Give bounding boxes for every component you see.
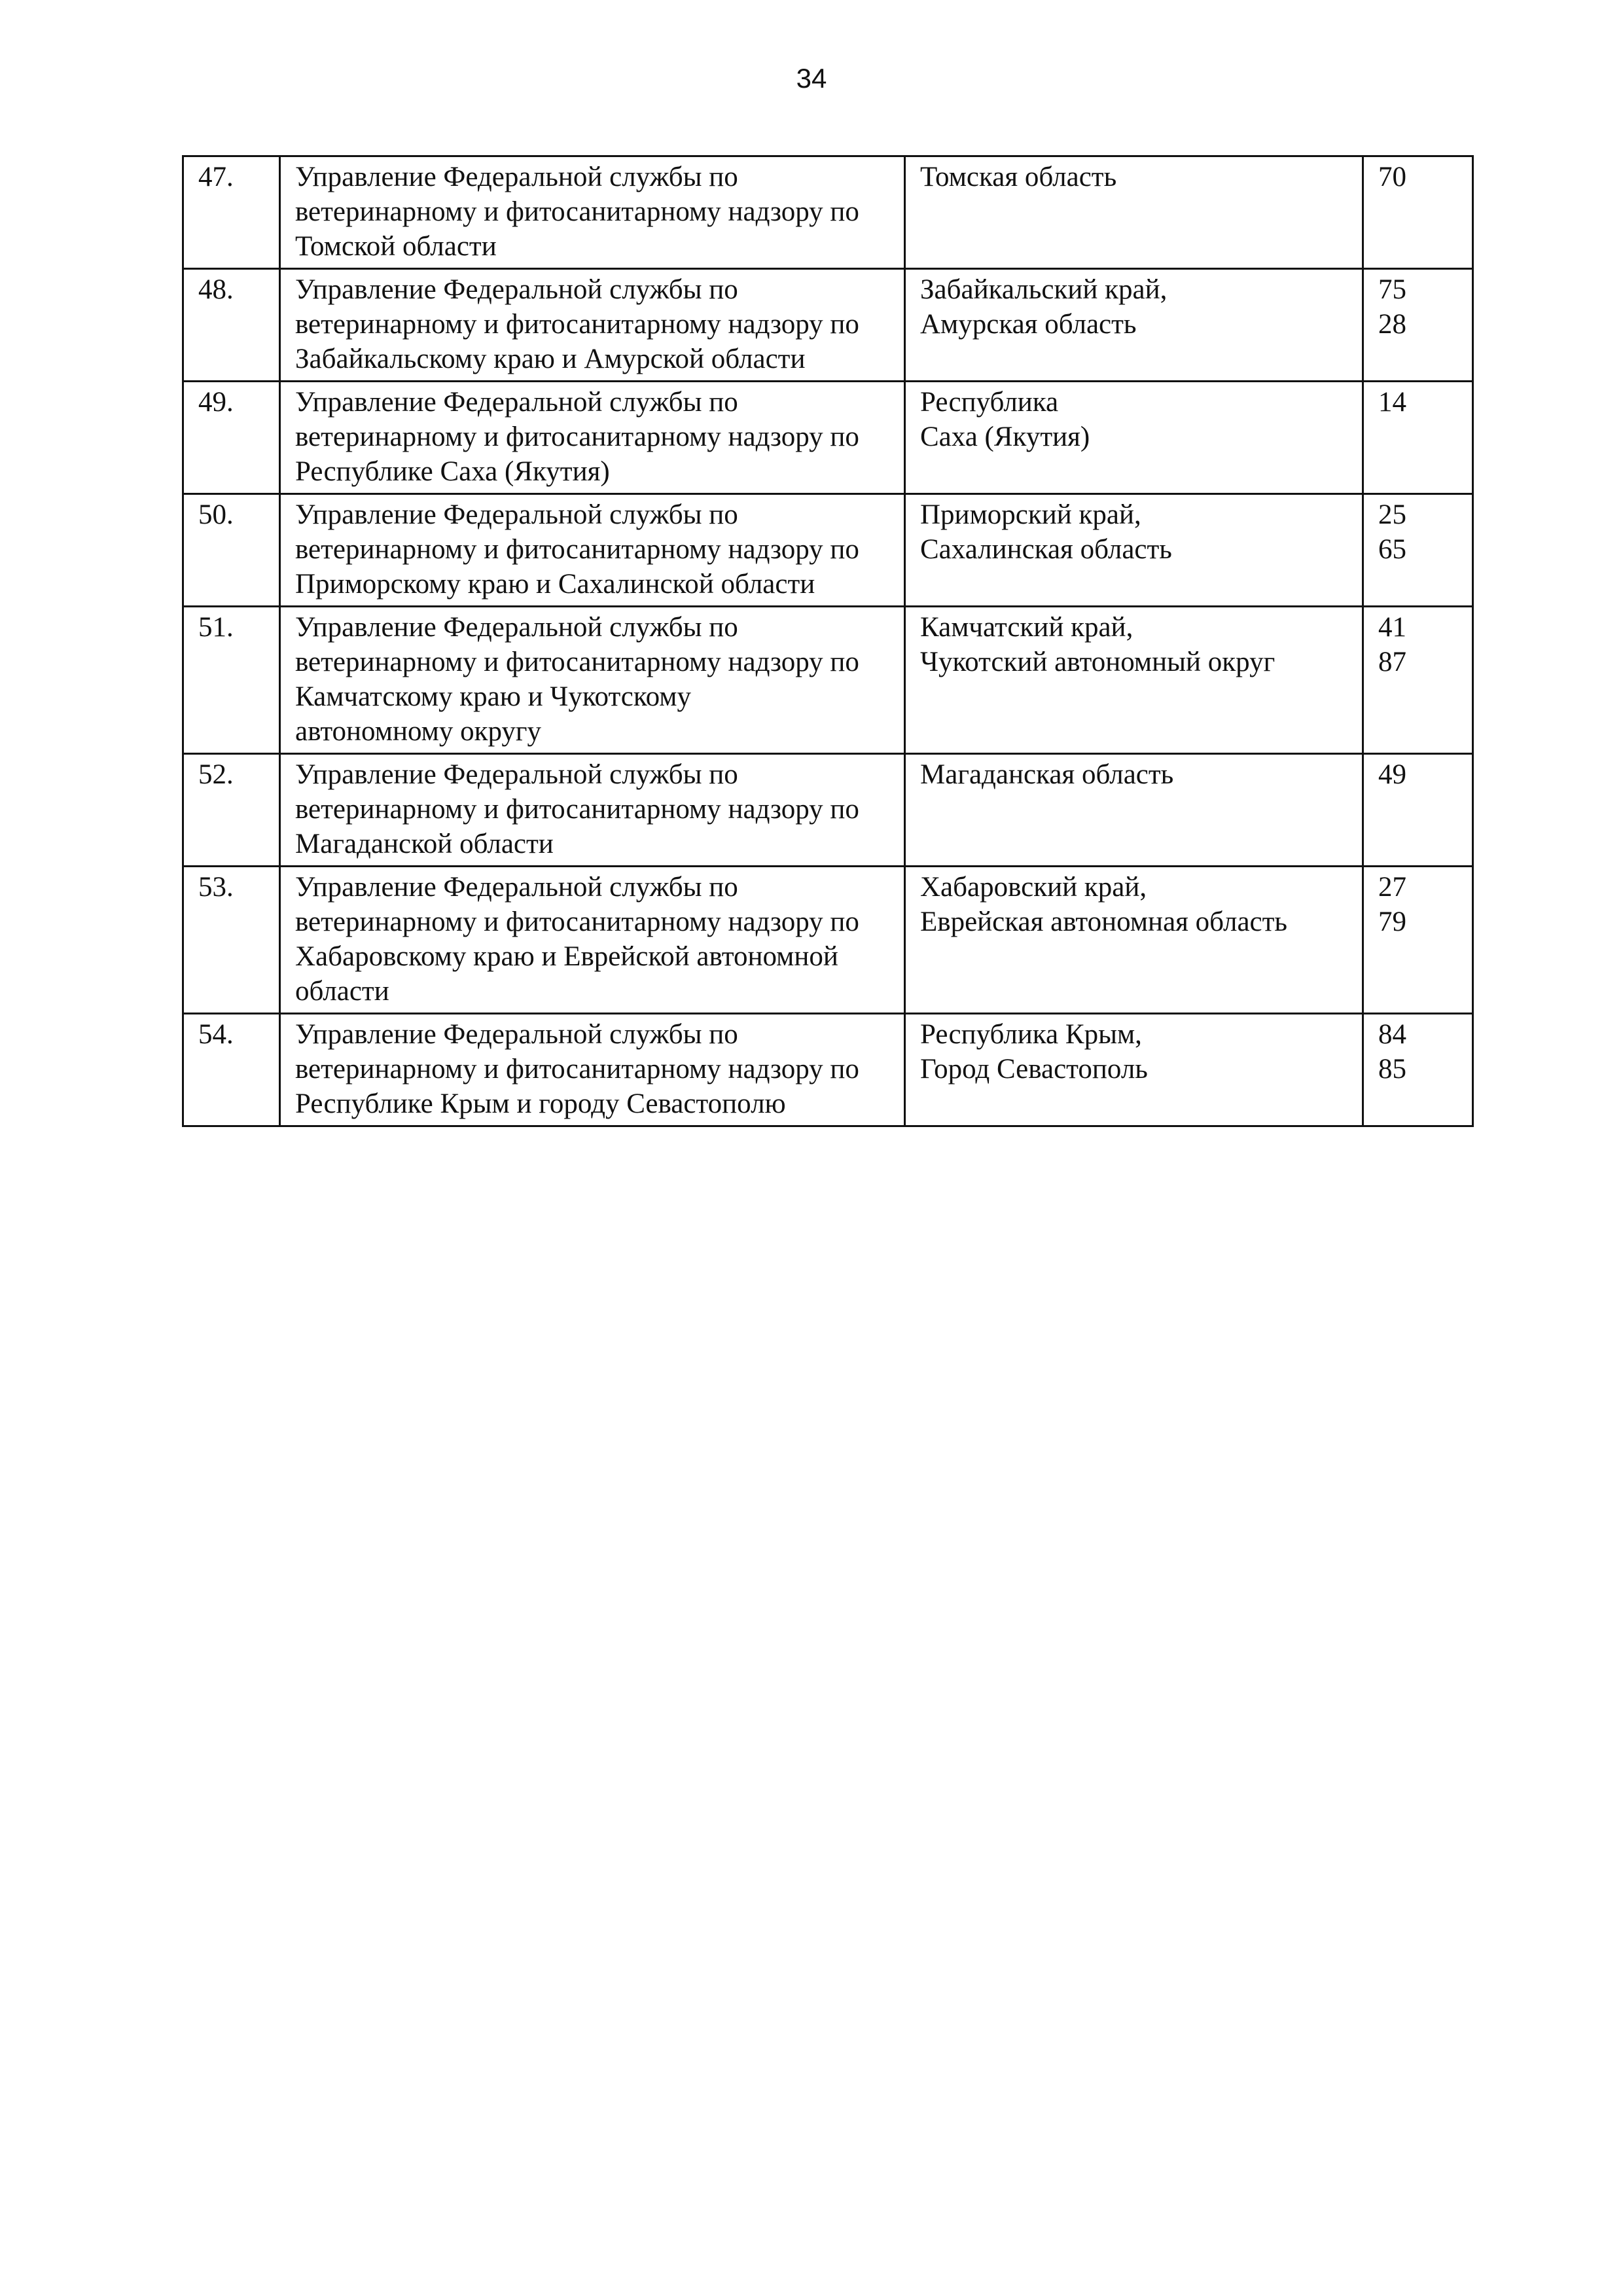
region-name-line: Саха (Якутия) [920,422,1090,452]
region-code-line: 84 [1378,1019,1406,1050]
region-code [1363,382,1473,494]
authority-name-line: Томской области [295,231,497,262]
region-code [1363,1014,1473,1126]
authority-name-line: области [295,976,389,1007]
authority-name-line: Управление Федеральной службы по [295,499,738,530]
row-number: 48. [183,269,280,382]
region-name [905,867,1363,1014]
authority-name-line: ветеринарному и фитосанитарному надзору по [295,309,859,340]
authority-name-line: Республике Крым и городу Севастополю [295,1088,786,1119]
region-code-line: 75 [1378,274,1406,305]
authority-name [280,494,905,607]
region-name-line: Республика Крым, [920,1019,1142,1050]
table-row [183,269,1473,382]
region-code-line: 28 [1378,309,1406,340]
region-code [1363,607,1473,754]
region-name-line: Приморский край, [920,499,1141,530]
authority-name-line: Управление Федеральной службы по [295,759,738,790]
region-name [905,382,1363,494]
row-number: 50. [183,494,280,607]
authority-name-line: Республике Саха (Якутия) [295,456,610,487]
region-code [1363,269,1473,382]
region-name [905,269,1363,382]
row-number: 54. [183,1014,280,1126]
region-name-line: Еврейская автономная область [920,906,1288,937]
region-code-line: 27 [1378,872,1406,903]
region-code [1363,494,1473,607]
authority-name-line: ветеринарному и фитосанитарному надзору по [295,196,859,227]
region-code-line: 14 [1378,387,1406,418]
region-code-line: 85 [1378,1054,1406,1085]
row-number: 52. [183,754,280,867]
region-name-line: Чукотский автономный округ [920,647,1275,677]
region-code-line: 41 [1378,612,1406,643]
region-name [905,754,1363,867]
authority-name-line: ветеринарному и фитосанитарному надзору по [295,647,859,677]
authority-name [280,754,905,867]
region-name-line: Город Севастополь [920,1054,1148,1085]
region-code-line: 70 [1378,162,1406,192]
region-name-line: Сахалинская область [920,534,1172,565]
authority-name [280,156,905,269]
authority-name [280,867,905,1014]
authority-name-line: Управление Федеральной службы по [295,162,738,192]
authority-name-line: Управление Федеральной службы по [295,274,738,305]
table-row [183,1014,1473,1126]
authority-name-line: Хабаровскому краю и Еврейской автономной [295,941,838,972]
region-name-line: Забайкальский край, [920,274,1168,305]
region-name-line: Томская область [920,162,1117,192]
authority-name-line: Магаданской области [295,829,554,859]
region-name [905,156,1363,269]
territorial-bodies-table [182,155,1474,1127]
authority-name [280,382,905,494]
region-code-line: 87 [1378,647,1406,677]
table-row [183,867,1473,1014]
authority-name-line: автономному округу [295,716,542,747]
authority-name [280,1014,905,1126]
authority-name-line: ветеринарному и фитосанитарному надзору по [295,906,859,937]
region-name [905,607,1363,754]
authority-name-line: Камчатскому краю и Чукотскому [295,681,691,712]
authority-name-line: Управление Федеральной службы по [295,872,738,903]
row-number: 53. [183,867,280,1014]
region-name-line: Магаданская область [920,759,1174,790]
table-row [183,754,1473,867]
authority-name-line: ветеринарному и фитосанитарному надзору по [295,422,859,452]
authority-name-line: Управление Федеральной службы по [295,612,738,643]
authority-name-line: ветеринарному и фитосанитарному надзору по [295,534,859,565]
region-code [1363,754,1473,867]
region-name-line: Республика [920,387,1059,418]
authority-name-line: Управление Федеральной службы по [295,387,738,418]
authority-name [280,269,905,382]
region-code-line: 49 [1378,759,1406,790]
table-row [183,607,1473,754]
region-name-line: Камчатский край, [920,612,1133,643]
row-number: 47. [183,156,280,269]
region-code [1363,867,1473,1014]
row-number: 51. [183,607,280,754]
region-code-line: 25 [1378,499,1406,530]
region-code-line: 65 [1378,534,1406,565]
authority-name-line: Управление Федеральной службы по [295,1019,738,1050]
authority-name [280,607,905,754]
region-name-line: Хабаровский край, [920,872,1147,903]
row-number: 49. [183,382,280,494]
table-row [183,156,1473,269]
region-name-line: Амурская область [920,309,1137,340]
page-number: 34 [796,63,827,94]
region-code [1363,156,1473,269]
authority-name-line: Приморскому краю и Сахалинской области [295,569,815,600]
table-body [183,156,1473,1126]
table-row [183,494,1473,607]
region-name [905,494,1363,607]
region-name [905,1014,1363,1126]
authority-name-line: ветеринарному и фитосанитарному надзору по [295,1054,859,1085]
table-row [183,382,1473,494]
authority-name-line: Забайкальскому краю и Амурской области [295,344,806,374]
region-code-line: 79 [1378,906,1406,937]
authority-name-line: ветеринарному и фитосанитарному надзору по [295,794,859,825]
